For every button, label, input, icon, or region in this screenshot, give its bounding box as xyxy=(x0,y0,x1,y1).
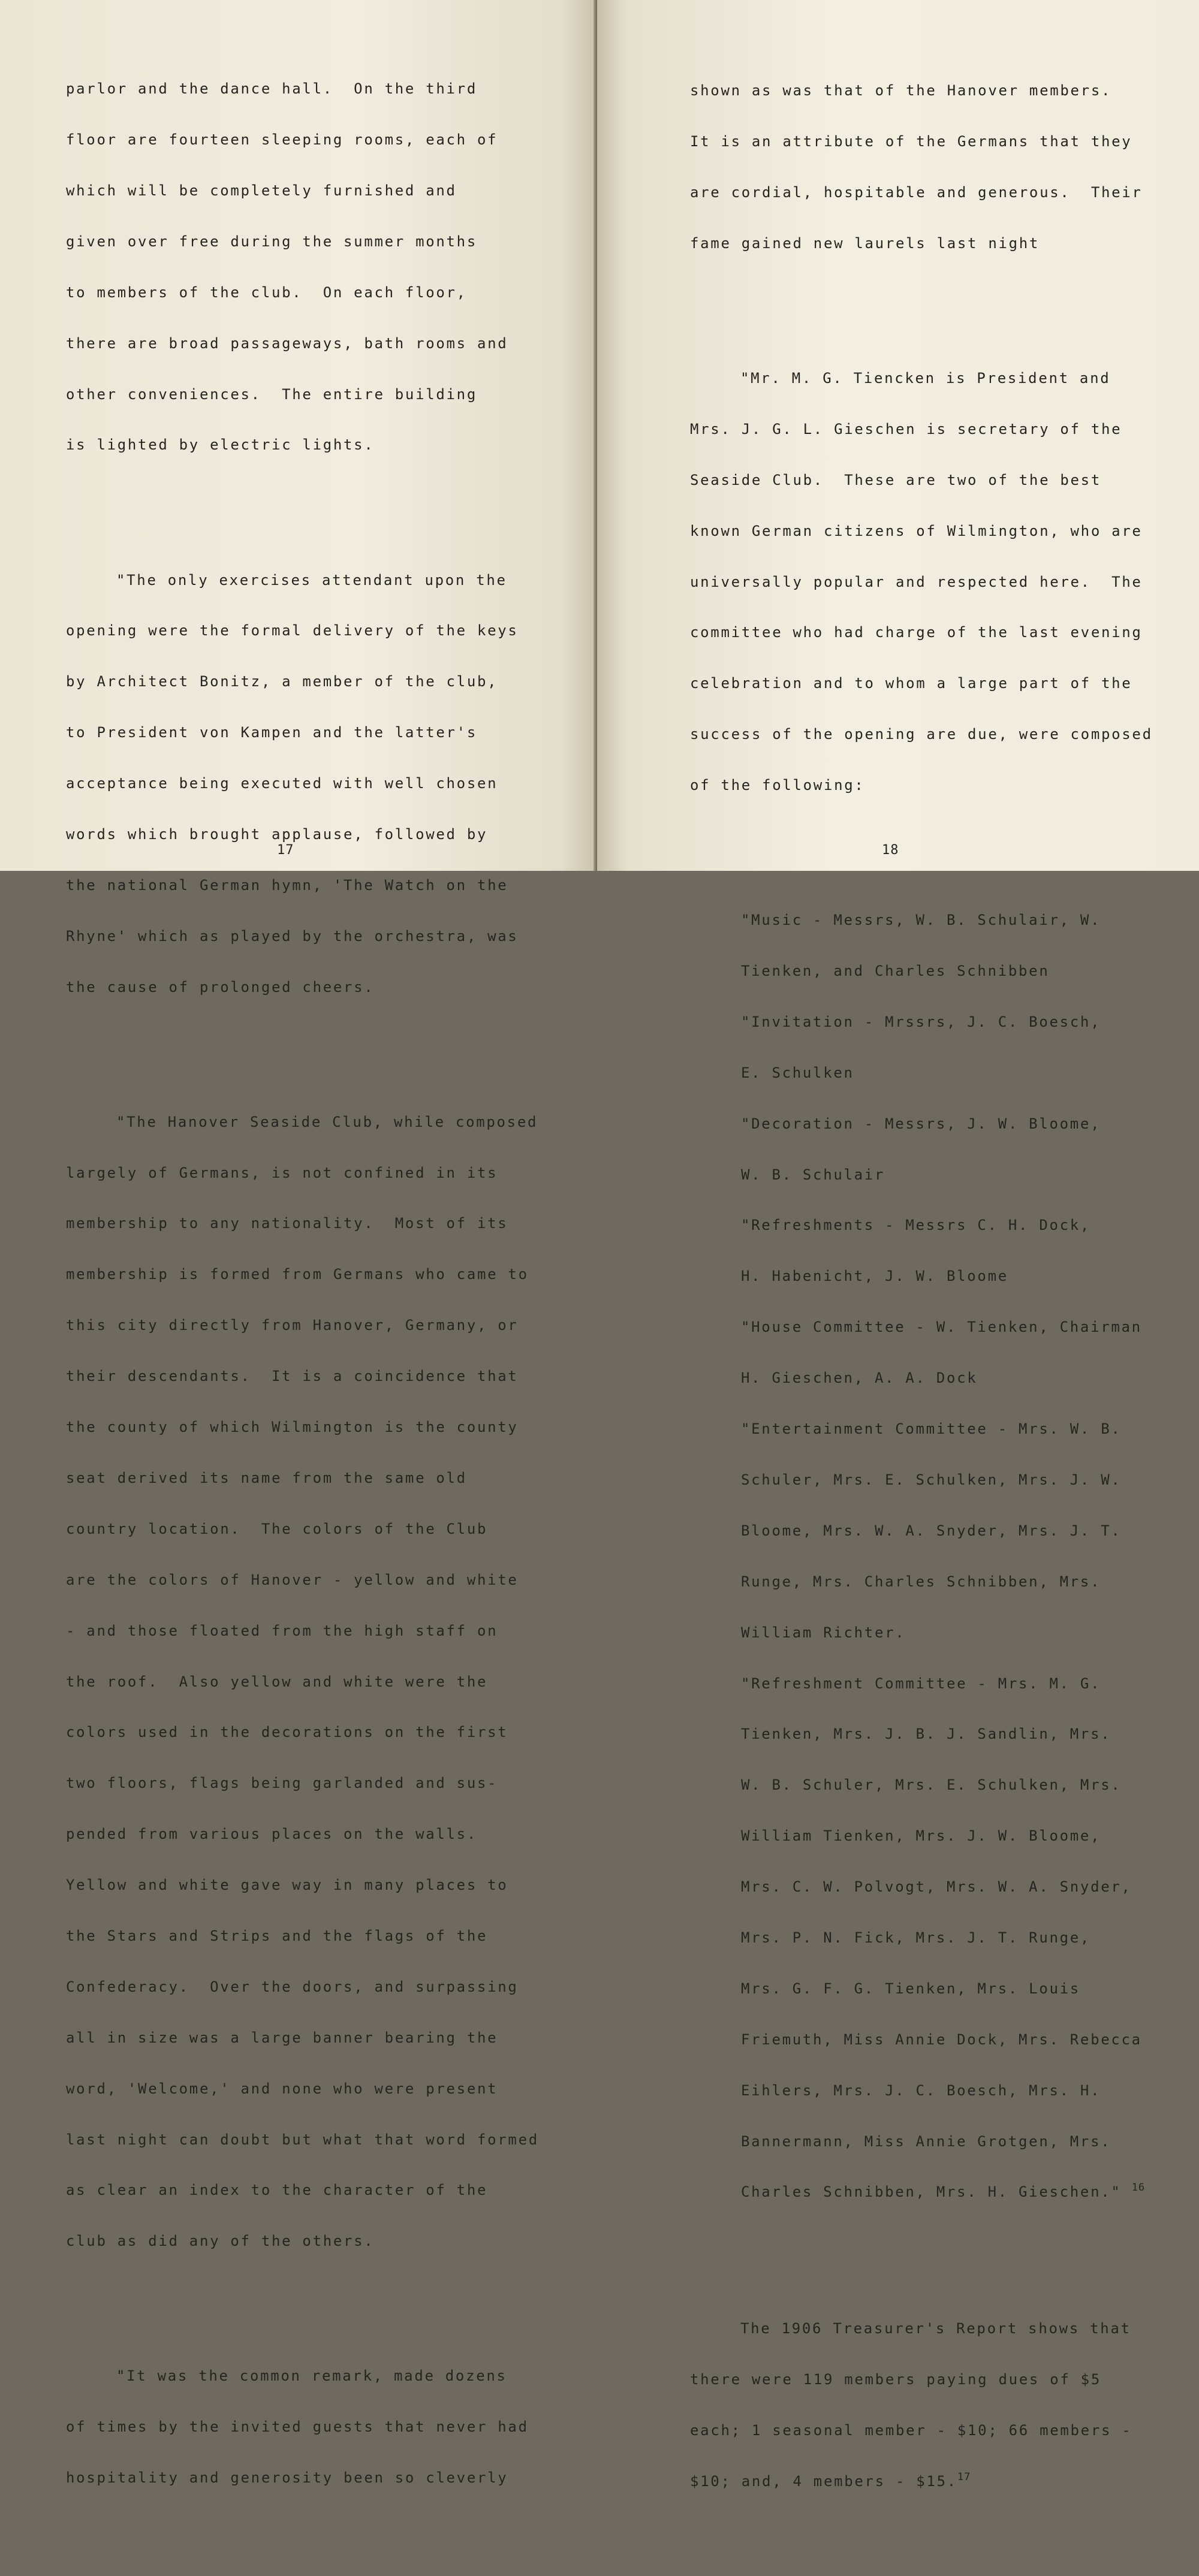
text-line: success of the opening are due, were composed xyxy=(690,726,1153,743)
text-line: largely of Germans, is not confined in its xyxy=(66,1164,498,1181)
text-line: the county of which Wilmington is the county xyxy=(66,1419,519,1436)
text-line: parlor and the dance hall. On the third xyxy=(66,80,477,98)
list-item: Mrs. C. W. Polvogt, Mrs. W. A. Snyder, xyxy=(741,1878,1132,1896)
text-line: pended from various places on the walls. xyxy=(66,1826,477,1843)
committee-list xyxy=(741,878,1153,2237)
text-line: there were 119 members paying dues of $5 xyxy=(690,2371,1101,2388)
list-item: H. Gieschen, A. A. Dock xyxy=(741,1370,978,1387)
text-line: "The only exercises attendant upon the xyxy=(116,571,507,589)
footnote-marker: 17 xyxy=(957,2471,971,2484)
text-line: the national German hymn, 'The Watch on the xyxy=(66,876,508,894)
right-page-text xyxy=(690,14,1153,2576)
text-line: Mrs. J. G. L. Gieschen is secretary of the xyxy=(690,420,1122,438)
list-item: Friemuth, Miss Annie Dock, Mrs. Rebecca xyxy=(741,2031,1142,2048)
list-item: Runge, Mrs. Charles Schnibben, Mrs. xyxy=(741,1573,1101,1590)
text-line: celebration and to whom a large part of the xyxy=(690,675,1132,692)
right-page xyxy=(597,0,1199,2490)
text-line: word, 'Welcome,' and none who were present xyxy=(66,2080,498,2097)
text-line: universally popular and respected here. The xyxy=(690,573,1143,590)
text-line: Rhyne' which as played by the orchestra, was xyxy=(66,927,519,945)
list-item: Charles Schnibben, Mrs. H. Gieschen." $^{16}$ xyxy=(741,2182,1146,2201)
text-line: all in size was a large banner bearing the xyxy=(66,2029,498,2046)
list-item: Eihlers, Mrs. J. C. Boesch, Mrs. H. xyxy=(741,2082,1101,2099)
left-page-text xyxy=(66,13,539,2571)
left-page xyxy=(0,0,597,2487)
text-line: shown as was that of the Hanover members. xyxy=(690,82,1112,99)
text-line: by Architect Bonitz, a member of the club, xyxy=(66,673,498,690)
paragraph xyxy=(66,2334,539,2520)
text-line: membership to any nationality. Most of its xyxy=(66,1215,508,1232)
list-item: "House Committee - W. Tienken, Chairman xyxy=(741,1319,1142,1336)
text-line: - and those floated from the high staff on xyxy=(66,1622,498,1639)
list-item: Tienken, and Charles Schnibben xyxy=(741,963,1050,980)
text-line: are the colors of Hanover - yellow and white xyxy=(66,1571,519,1588)
text-line: to President von Kampen and the latter's xyxy=(66,724,477,741)
text-line: club as did any of the others. xyxy=(66,2233,375,2250)
list-item: Mrs. G. F. G. Tienken, Mrs. Louis xyxy=(741,1980,1080,1997)
text-line: to members of the club. On each floor, xyxy=(66,283,467,301)
paragraph xyxy=(66,47,539,488)
text-line: fame gained new laurels last night xyxy=(690,234,1040,252)
text-line: "The Hanover Seaside Club, while composed xyxy=(116,1113,538,1130)
text-line: which will be completely furnished and xyxy=(66,182,457,199)
text-line: other conveniences. The entire building xyxy=(66,385,477,403)
text-line: $10; and, 4 members - $15.17 xyxy=(690,2471,971,2490)
text-line: the Stars and Strips and the flags of the xyxy=(66,1927,488,1944)
text-line: Confederacy. Over the doors, and surpassing xyxy=(66,1978,519,1995)
paragraph xyxy=(690,49,1153,286)
list-item: E. Schulken xyxy=(741,1064,854,1081)
text-line: given over free during the summer months xyxy=(66,233,477,250)
text-line: is lighted by electric lights. xyxy=(66,436,375,454)
text-line: of the following: xyxy=(690,777,865,794)
footnote-marker: 16 xyxy=(1131,2182,1146,2194)
text-line: "It was the common remark, made dozens xyxy=(116,2367,507,2385)
list-item: William Tienken, Mrs. J. W. Bloome, xyxy=(741,1827,1101,1845)
text-line: country location. The colors of the Club xyxy=(66,1520,488,1537)
text-line: two floors, flags being garlanded and sus- xyxy=(66,1775,498,1792)
text-line: membership is formed from Germans who came to xyxy=(66,1266,529,1283)
text-line: the roof. Also yellow and white were the xyxy=(66,1673,488,1690)
list-item: "Refreshments - Messrs C. H. Dock, xyxy=(741,1217,1091,1234)
text-line: seat derived its name from the same old xyxy=(66,1469,467,1486)
paragraph xyxy=(66,538,539,1030)
paragraph xyxy=(66,1079,539,2284)
text-line: there are broad passageways, bath rooms and xyxy=(66,334,508,352)
text-line: as clear an index to the character of the xyxy=(66,2182,488,2199)
text-line: the cause of prolonged cheers. xyxy=(66,978,375,996)
page-number: 18 xyxy=(882,843,899,858)
text-line: floor are fourteen sleeping rooms, each of xyxy=(66,131,498,149)
list-item: Tienken, Mrs. J. B. J. Sandlin, Mrs. xyxy=(741,1726,1111,1743)
list-item: Mrs. P. N. Fick, Mrs. J. T. Runge, xyxy=(741,1929,1091,1946)
list-item: Schuler, Mrs. E. Schulken, Mrs. J. W. xyxy=(741,1471,1122,1488)
text-line: acceptance being executed with well chosen xyxy=(66,775,498,792)
text-line: each; 1 seasonal member - $10; 66 members - xyxy=(690,2422,1132,2439)
text-line: words which brought applause, followed by xyxy=(66,825,488,843)
text-line: "Mr. M. G. Tiencken is President and xyxy=(740,369,1111,387)
text-line: this city directly from Hanover, Germany, or xyxy=(66,1317,519,1334)
text-line: of times by the invited guests that never had xyxy=(66,2418,529,2436)
text-line: hospitality and generosity been so cleverly xyxy=(66,2469,508,2487)
list-item: "Decoration - Messrs, J. W. Bloome, xyxy=(741,1115,1101,1132)
page-number: 17 xyxy=(277,843,294,858)
text-line: Seaside Club. These are two of the best xyxy=(690,471,1101,488)
text-line: The 1906 Treasurer's Report shows that xyxy=(740,2320,1131,2337)
list-item: W. B. Schulair xyxy=(741,1166,885,1183)
text-line: are cordial, hospitable and generous. Their xyxy=(690,183,1143,201)
list-item: "Entertainment Committee - Mrs. W. B. xyxy=(741,1420,1122,1438)
list-item: William Richter. xyxy=(741,1624,906,1641)
text-line: known German citizens of Wilmington, who are xyxy=(690,522,1143,539)
list-item: W. B. Schuler, Mrs. E. Schulken, Mrs. xyxy=(741,1776,1122,1794)
text-line: committee who had charge of the last evening xyxy=(690,624,1143,641)
text-line: opening were the formal delivery of the keys xyxy=(66,622,519,640)
text-line: their descendants. It is a coincidence that xyxy=(66,1368,519,1385)
list-item: "Invitation - Mrssrs, J. C. Boesch, xyxy=(741,1013,1101,1030)
list-item: "Music - Messrs, W. B. Schulair, W. xyxy=(741,912,1101,929)
paragraph xyxy=(690,2287,1153,2526)
text-line: colors used in the decorations on the first xyxy=(66,1724,508,1741)
list-item: Bannermann, Miss Annie Grotgen, Mrs. xyxy=(741,2132,1111,2150)
list-item: Bloome, Mrs. W. A. Snyder, Mrs. J. T. xyxy=(741,1522,1122,1539)
text-line: It is an attribute of the Germans that they xyxy=(690,133,1132,150)
text-line: last night can doubt but what that word formed xyxy=(66,2131,539,2148)
list-item: "Refreshment Committee - Mrs. M. G. xyxy=(741,1675,1101,1692)
paragraph xyxy=(690,336,1153,828)
text-line: Yellow and white gave way in many places to xyxy=(66,1877,508,1894)
list-item: H. Habenicht, J. W. Bloome xyxy=(741,1268,1008,1285)
